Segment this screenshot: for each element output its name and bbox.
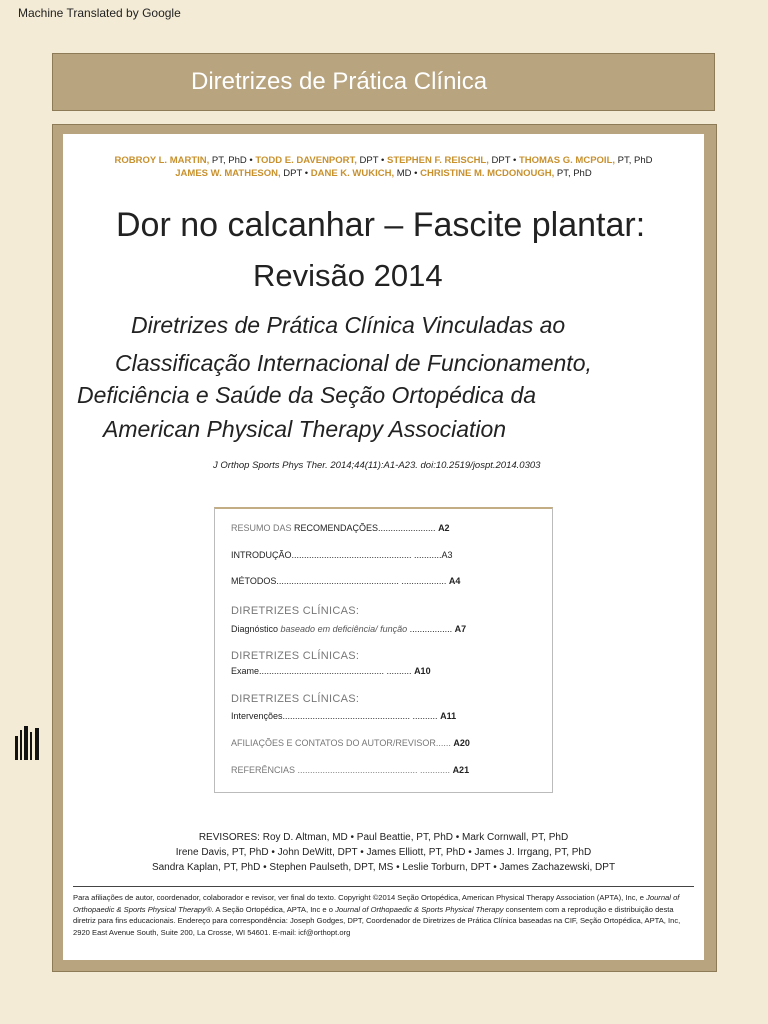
author-credentials: DPT •	[356, 155, 387, 166]
document-page	[63, 134, 704, 960]
machine-translation-label: Machine Translated by Google	[18, 6, 181, 20]
toc-page: A10	[414, 666, 431, 676]
subtitle-line: Deficiência e Saúde da Seção Ortopédica da	[77, 382, 537, 408]
table-of-contents	[214, 507, 553, 793]
reviewers-line: Irene Davis, PT, PhD • John DeWitt, DPT • James Elliott, PT, PhD • James J. Irrgang, PT, PhD	[175, 847, 592, 858]
banner-title: Diretrizes de Prática Clínica	[191, 68, 488, 95]
toc-item-affiliations[interactable]	[231, 738, 470, 748]
toc-item-summary[interactable]	[231, 523, 450, 533]
toc-item-introduction[interactable]	[231, 550, 453, 560]
toc-page: A7	[454, 624, 467, 634]
footnote-text: consentem com a reprodução e distribuição desta diretriz para fins educacionais. Endereço para correspondência: Joseph Godges, DPT, Coordenador de Diretrizes de Prática Clínica baseadas na CIF, Seção Ortopédica, APTA, Inc, 2920 East Avenue South, Suite 200, La Crosse, WI 54601. E-mail: icf@orthopt.org	[73, 904, 681, 937]
author-name: THOMAS G. MCPOIL,	[518, 155, 616, 166]
subtitle-line: American Physical Therapy Association	[103, 416, 507, 442]
toc-item-diagnosis[interactable]	[231, 624, 466, 634]
footnote-journal: Journal of Orthopaedic & Sports Physical Therapy	[335, 904, 504, 914]
reviewers-list	[63, 830, 704, 875]
toc-label: REFERÊNCIAS ................................................ ............	[231, 765, 451, 775]
author-credentials: PT, PhD	[615, 155, 653, 166]
author-credentials: DPT •	[488, 155, 519, 166]
footnote-divider	[73, 886, 694, 887]
toc-label: RESUMO DAS	[231, 523, 295, 533]
subtitle-line: Diretrizes de Prática Clínica Vinculadas ao	[131, 312, 566, 338]
toc-page: A20	[453, 738, 470, 748]
toc-item-methods[interactable]	[231, 576, 460, 586]
footnote-journal: Journal of Orthopaedic & Sports Physical Therapy®	[73, 893, 680, 914]
author-name: TODD E. DAVENPORT,	[255, 155, 357, 166]
author-name: JAMES W. MATHESON,	[175, 168, 281, 179]
subtitle-line: Classificação Internacional de Funcionamento,	[115, 350, 592, 376]
toc-label: AFILIAÇÕES E CONTATOS DO AUTOR/REVISOR......	[231, 738, 451, 748]
author-name: STEPHEN F. REISCHL,	[387, 155, 489, 166]
toc-section-heading: DIRETRIZES CLÍNICAS:	[231, 693, 360, 705]
toc-label-italic: baseado em deficiência/ função	[280, 624, 408, 634]
author-credentials: PT, PhD	[554, 168, 592, 179]
toc-label: Diagnóstico	[231, 624, 281, 634]
footnote-text: . A Seção Ortopédica, APTA, Inc e o	[211, 904, 336, 914]
toc-label: INTRODUÇÃO................................................ ...........A3	[231, 550, 453, 560]
toc-section-heading: DIRETRIZES CLÍNICAS:	[231, 605, 360, 617]
toc-item-interventions[interactable]	[231, 711, 456, 721]
toc-page: A2	[438, 523, 450, 533]
footnote-text: Para afiliações de autor, coordenador, colaborador e revisor, ver final do texto. Copyright ©2014 Seção Ortopédica, American Physical Therapy Association (APTA), Inc, e	[73, 893, 647, 902]
footnote	[73, 892, 694, 938]
author-name: DANE K. WUKICH,	[310, 168, 395, 179]
barcode-icon	[15, 724, 43, 762]
author-credentials: DPT •	[280, 168, 311, 179]
document-title-year: Revisão 2014	[253, 258, 443, 293]
toc-page: A11	[440, 711, 457, 721]
document-title: Dor no calcanhar – Fascite plantar:	[116, 206, 646, 244]
toc-label: MÉTODOS................................................. ..................	[231, 576, 447, 586]
toc-label: RECOMENDAÇÕES.......................	[294, 523, 436, 533]
citation: J Orthop Sports Phys Ther. 2014;44(11):A1-A23. doi:10.2519/jospt.2014.0303	[213, 460, 541, 471]
author-name: ROBROY L. MARTIN,	[114, 155, 210, 166]
author-credentials: PT, PhD •	[209, 155, 256, 166]
toc-item-references[interactable]	[231, 765, 469, 775]
toc-section-heading: DIRETRIZES CLÍNICAS:	[231, 650, 360, 662]
banner	[52, 53, 715, 111]
toc-label: Intervenções................................................... ..........	[231, 711, 438, 721]
reviewers-line: Sandra Kaplan, PT, PhD • Stephen Paulseth, DPT, MS • Leslie Torburn, DPT • James Zachazewski, DPT	[151, 862, 616, 873]
author-name: CHRISTINE M. MCDONOUGH,	[420, 168, 555, 179]
toc-label: .................	[407, 624, 453, 634]
author-credentials: MD •	[394, 168, 421, 179]
toc-label: Exame.................................................. ..........	[231, 666, 412, 676]
toc-page: A21	[452, 765, 470, 775]
toc-item-exam[interactable]	[231, 666, 431, 676]
author-list	[63, 154, 704, 180]
toc-page: A4	[448, 576, 461, 586]
reviewers-line: REVISORES: Roy D. Altman, MD • Paul Beattie, PT, PhD • Mark Cornwall, PT, PhD	[198, 832, 569, 843]
